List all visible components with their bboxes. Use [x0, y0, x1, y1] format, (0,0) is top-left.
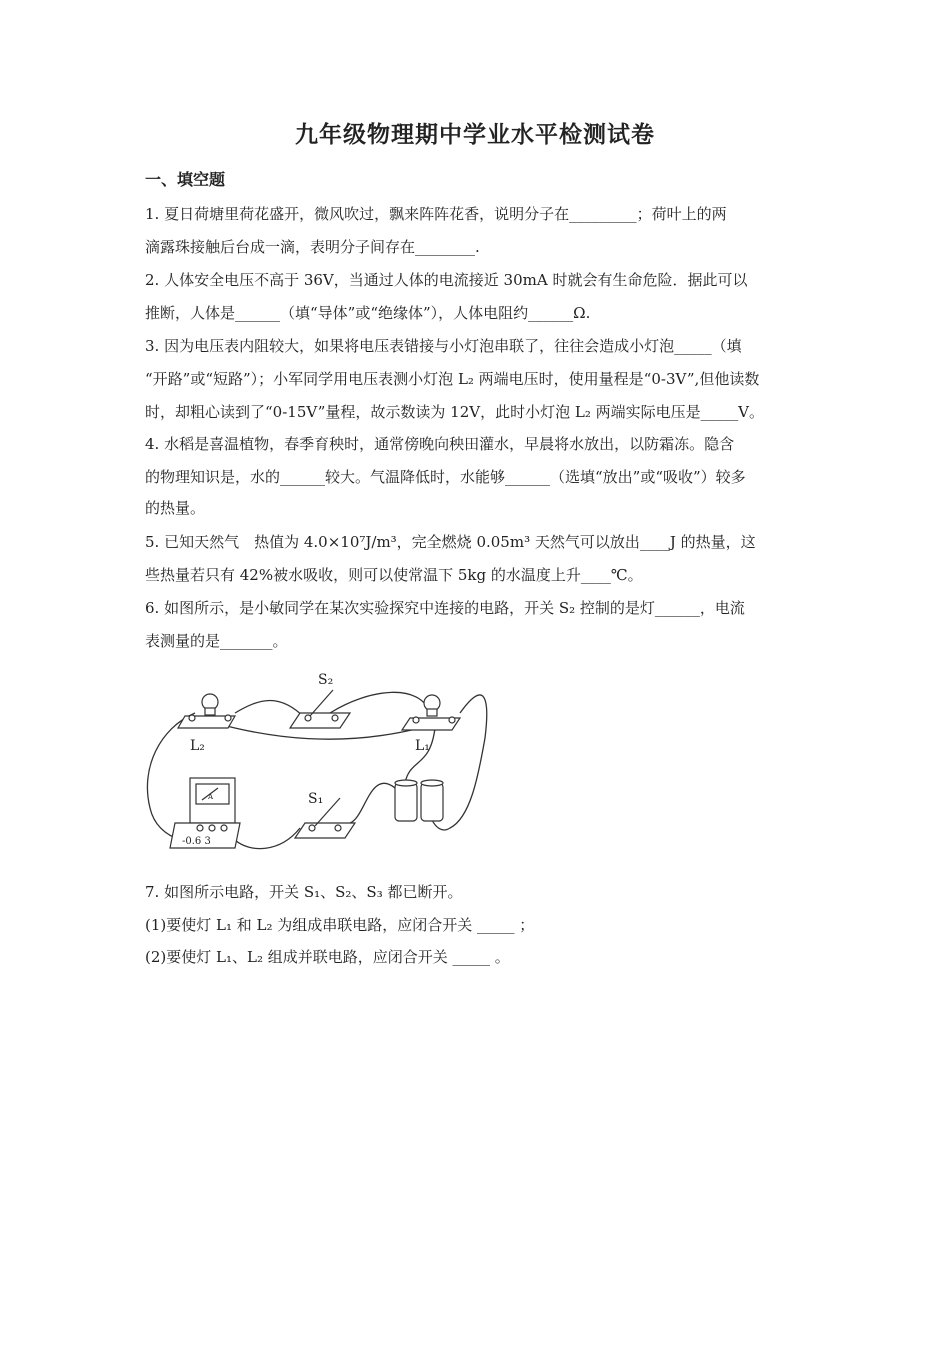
question-line: 5. 已知天然气 热值为 4.0×10⁷J/m³，完全燃烧 0.05m³ 天然气可以放出____J 的热量，这 — [145, 533, 756, 551]
question-line: 推断，人体是______（填“导体”或“绝缘体”），人体电阻约______Ω. — [145, 304, 591, 322]
question-line: 2. 人体安全电压不高于 36V，当通过人体的电流接近 30mA 时就会有生命危险．据此可以 — [145, 271, 748, 289]
question-line: “开路”或“短路”）；小军同学用电压表测小灯泡 L₂ 两端电压时，使用量程是“0-3V”,但他读数 — [145, 370, 760, 388]
section-heading: 一、填空题 — [145, 170, 226, 189]
question-line: (1)要使灯 L₁ 和 L₂ 为组成串联电路，应闭合开关 _____ ； — [145, 916, 535, 934]
wire — [405, 728, 435, 783]
question-line: 表测量的是_______。 — [145, 632, 288, 650]
wire — [350, 783, 395, 823]
question-line: 滴露珠接触后台成一滴，表明分子间存在________. — [145, 238, 480, 256]
question-line: 的热量。 — [145, 499, 206, 517]
lamp-l2 — [178, 694, 235, 728]
meter-scale: -0.6 3 — [182, 836, 211, 847]
label-l1: L₁ — [415, 738, 430, 754]
switch-s2 — [290, 690, 350, 728]
question-line: 1. 夏日荷塘里荷花盛开，微风吹过，飘来阵阵花香，说明分子在_________；荷叶上的两 — [145, 205, 727, 223]
question-line: 时，却粗心读到了“0-15V”量程，故示数读为 12V，此时小灯泡 L₂ 两端实际电压是_____V。 — [145, 403, 764, 421]
page-title: 九年级物理期中学业水平检测试卷 — [295, 122, 655, 148]
label-s1: S₁ — [308, 791, 324, 807]
lamp-l1 — [402, 695, 460, 730]
question-line: 3. 因为电压表内阻较大，如果将电压表错接与小灯泡串联了，往往会造成小灯泡_____（填 — [145, 337, 742, 355]
wire — [235, 701, 305, 719]
question-line: 7. 如图所示电路，开关 S₁、S₂、S₃ 都已断开。 — [145, 883, 463, 901]
circuit-figure — [140, 668, 500, 863]
wire — [235, 828, 300, 849]
question-line: 4. 水稻是喜温植物，春季育秧时，通常傍晚向秧田灌水，早晨将水放出，以防霜冻。隐含 — [145, 435, 735, 453]
question-line: 6. 如图所示，是小敏同学在某次实验探究中连接的电路，开关 S₂ 控制的是灯______，电流 — [145, 599, 745, 617]
switch-s1 — [295, 798, 355, 838]
question-line: (2)要使灯 L₁、L₂ 组成并联电路，应闭合开关 _____ 。 — [145, 948, 510, 966]
wire — [330, 692, 430, 713]
question-line: 些热量若只有 42%被水吸收，则可以使常温下 5kg 的水温度上升____℃。 — [145, 566, 643, 584]
battery-pack — [395, 780, 443, 821]
label-s2: S₂ — [318, 672, 334, 688]
label-l2: L₂ — [190, 738, 205, 754]
question-line: 的物理知识是，水的______较大。气温降低时，水能够______（选填“放出”或“吸收”）较多 — [145, 468, 746, 486]
meter-letter: A — [208, 793, 214, 801]
